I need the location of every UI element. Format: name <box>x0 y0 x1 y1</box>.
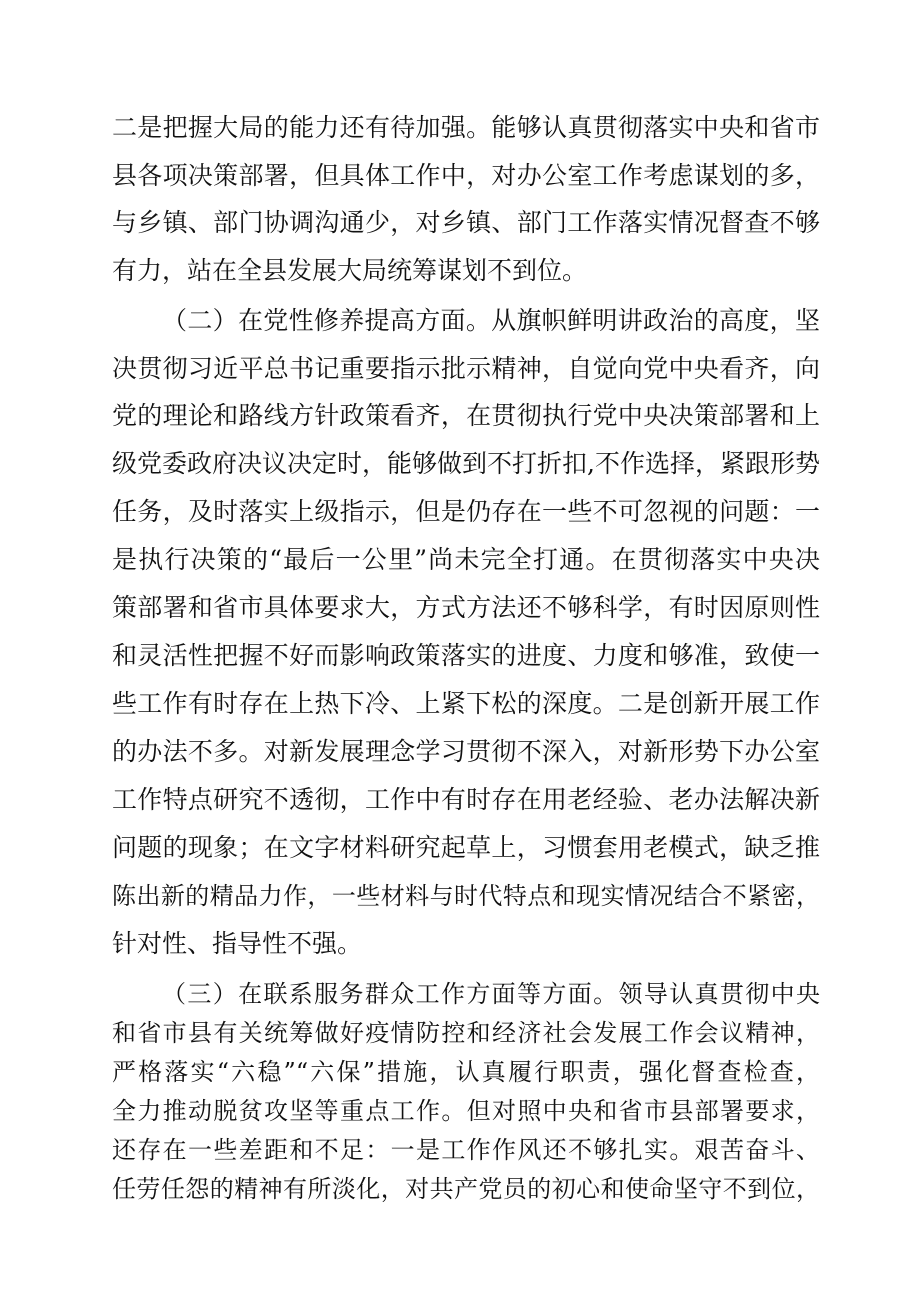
paragraph-2-line-10: 的办法不多。对新发展理念学习贯彻不深入，对新形势下办公室 <box>112 737 820 766</box>
paragraph-1-line-1: 二是把握大局的能力还有待加强。能够认真贯彻落实中央和省市 <box>112 113 820 142</box>
paragraph-2-line-3: 党的理论和路线方针政策看齐，在贯彻执行党中央决策部署和上 <box>112 401 820 430</box>
paragraph-2-line-13: 陈出新的精品力作，一些材料与时代特点和现实情况结合不紧密， <box>112 882 820 910</box>
paragraph-1-line-4: 有力，站在全县发展大局统筹谋划不到位。 <box>112 256 588 285</box>
paragraph-3-line-5: 还存在一些差距和不足：一是工作作风还不够扎实。艰苦奋斗、 <box>112 1136 820 1164</box>
paragraph-2-line-14: 针对性、指导性不强。 <box>112 929 363 958</box>
paragraph-3-line-3: 严格落实“六稳”“六保”措施，认真履行职责，强化督查检查， <box>112 1058 820 1086</box>
paragraph-2-line-4: 级党委政府决议决定时，能够做到不打折扣,不作选择，紧跟形势 <box>112 449 820 478</box>
paragraph-3-line-4: 全力推动脱贫攻坚等重点工作。但对照中央和省市县部署要求， <box>112 1097 820 1125</box>
paragraph-3-line-1: （三）在联系服务群众工作方面等方面。领导认真贯彻中央 <box>162 980 820 1008</box>
paragraph-3-line-6: 任劳任怨的精神有所淡化，对共产党员的初心和使命坚守不到位， <box>112 1175 820 1203</box>
paragraph-1-line-2: 县各项决策部署，但具体工作中，对办公室工作考虑谋划的多， <box>112 161 820 190</box>
paragraph-3-line-2: 和省市县有关统筹做好疫情防控和经济社会发展工作会议精神， <box>112 1019 820 1047</box>
paragraph-2-line-6: 是执行决策的“最后一公里”尚未完全打通。在贯彻落实中央决 <box>112 545 820 574</box>
paragraph-2-line-9: 些工作有时存在上热下冷、上紧下松的深度。二是创新开展工作 <box>112 689 820 718</box>
paragraph-1-line-3: 与乡镇、部门协调沟通少，对乡镇、部门工作落实情况督查不够 <box>112 208 820 237</box>
paragraph-2-line-5: 任务，及时落实上级指示，但是仍存在一些不可忽视的问题：一 <box>112 497 820 526</box>
paragraph-2-line-7: 策部署和省市具体要求大，方式方法还不够科学，有时因原则性 <box>112 593 820 622</box>
paragraph-2-line-12: 问题的现象；在文字材料研究起草上，习惯套用老模式，缺乏推 <box>112 833 820 862</box>
paragraph-2-line-1: （二）在党性修养提高方面。从旗帜鲜明讲政治的高度，坚 <box>162 306 820 335</box>
paragraph-2-line-11: 工作特点研究不透彻，工作中有时存在用老经验、老办法解决新 <box>112 785 820 814</box>
paragraph-2-line-2: 决贯彻习近平总书记重要指示批示精神，自觉向党中央看齐，向 <box>112 354 820 383</box>
paragraph-2-line-8: 和灵活性把握不好而影响政策落实的进度、力度和够准，致使一 <box>112 641 820 670</box>
